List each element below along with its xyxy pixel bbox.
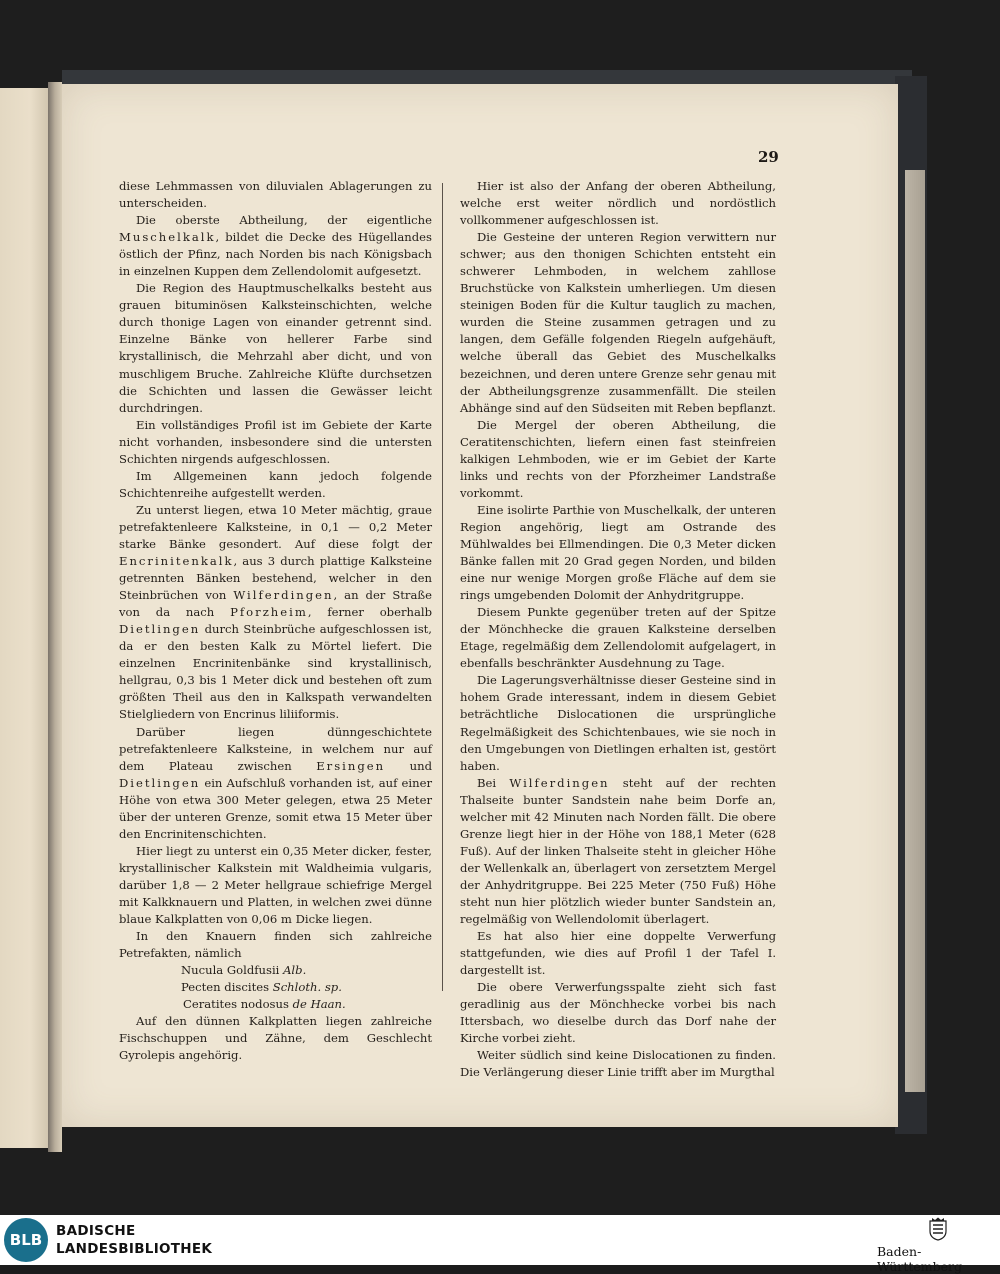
paragraph: [119, 212, 432, 280]
species-name: Nucula Goldfusii: [181, 963, 280, 978]
spaced-term: Muschelkalk: [119, 230, 216, 245]
text-run: ein Aufschluß vorhanden ist, auf einer Höhe von etwa 300 Meter gelegen, etwa 25 Meter über der unteren Grenze, somit etwa 15 Meter über den Encrinitenschichten.: [119, 775, 432, 841]
state-name: Baden-Württemberg: [877, 1244, 963, 1274]
column-divider: [442, 183, 443, 991]
paragraph: Die Gesteine der unteren Region verwittern nur schwer; aus den thonigen Schichten entsteht ein schwerer Lehmboden, in welchem zahllose Bruchstücke von Kalkstein umherliegen. Um diesen steinigen Boden für die Kultur tauglich zu machen, wurden die Steine zusammen getragen und zu langen, dem Gefälle folgenden Riegeln aufgehäuft, welche überall das Gebiet des Muschelkalks bezeichnen, und deren untere Grenze sehr genau mit der Abtheilungsgrenze zusammenfällt. Die steilen Abhänge sind auf den Südseiten mit Reben bepflanzt.: [460, 230, 776, 415]
text-run: durch Steinbrüche aufgeschlossen ist, da er den besten Kalk zu Mörtel liefert. Die einzelnen Encrinitenbänke sind krystallinisch, hellgrau, 0,3 bis 1 Meter dick und bestehen oft zum größten Theil aus den in Kalkspath verwandelten Stielgliedern von Encrinus liliiformis.: [119, 622, 432, 722]
species-author: Schloth. sp.: [272, 980, 342, 995]
right-text-column: [460, 178, 776, 1081]
text-run: Darüber liegen dünngeschichtete petrefaktenleere Kalksteine, in welchem nur auf dem Plateau zwischen: [119, 724, 432, 773]
book-gutter: [48, 82, 62, 1152]
text-run: und: [385, 758, 432, 773]
paragraph: Ein vollständiges Profil ist im Gebiete der Karte nicht vorhanden, insbesondere sind die untersten Schichten nirgends aufgeschlossen.: [119, 417, 432, 466]
blb-logo-text: BLB: [9, 1231, 43, 1249]
text-run: steht auf der rechten Thalseite bunter Sandstein nahe beim Dorfe an, welcher mit 42 Minuten nach Norden fällt. Die obere Grenze liegt hier in der Höhe von 188,1 Meter (628 Fuß). Auf der linken Thalseite steht in gleicher Höhe der Wellenkalk an, überlagert von zersetztem Mergel der Anhydritgruppe. Bei 225 Meter (750 Fuß) Höhe steht nun hier plötzlich wieder bunter Sandstein an, regelmäßig von Wellendolomit überlagert.: [460, 775, 777, 927]
species-entry: [119, 979, 432, 996]
paragraph: [460, 775, 776, 928]
paragraph: Hier liegt zu unterst ein 0,35 Meter dicker, fester, krystallinischer Kalkstein mit Waldheimia vulgaris, darüber 1,8 — 2 Meter hellgraue schiefrige Mergel mit Kalkknauern und Platten, in welchen zwei dünne blaue Kalkplatten von 0,06 m Dicke liegen.: [119, 843, 432, 927]
paragraph: diese Lehmmassen von diluvialen Ablagerungen zu unterscheiden.: [119, 179, 432, 211]
spaced-term: Dietlingen: [119, 622, 201, 637]
paragraph: Die Region des Hauptmuschelkalks besteht aus grauen bituminösen Kalksteinschichten, welche durch thonige Lagen von einander getrennt sind. Einzelne Bänke von hellerer Farbe sind krystallinisch, die Mehrzahl aber dicht, und von muschligem Bruche. Zahlreiche Klüfte durchsetzen die Schichten und lassen die Gewässer leicht durchdringen.: [119, 281, 432, 415]
text-run: Bei: [477, 775, 510, 790]
library-name-line2: LANDESBIBLIOTHEK: [56, 1241, 213, 1257]
paragraph: Weiter südlich sind keine Dislocationen zu finden. Die Verlängerung dieser Linie trifft aber im Murgthal: [460, 1048, 776, 1080]
paragraph: Eine isolirte Parthie von Muschelkalk, der unteren Region angehörig, liegt am Ostrande des Mühlwaldes bei Ellmendingen. Die 0,3 Meter dicken Bänke fallen mit 20 Grad gegen Norden, und bilden eine nur wenige Morgen große Fläche auf dem sie rings umgebenden Dolomit der Anhydritgruppe.: [460, 502, 776, 603]
paragraph: Diesem Punkte gegenüber treten auf der Spitze der Mönchhecke die grauen Kalksteine derselben Etage, regelmäßig dem Zellendolomit aufgelagert, in ebenfalls beschränkter Ausdehnung zu Tage.: [460, 605, 776, 671]
text-run: , an der Straße von da nach: [119, 588, 432, 620]
text-run: , ferner oberhalb: [307, 605, 433, 620]
text-run: , aus 3 durch plattige Kalksteine getrennten Bänken bestehend, welcher in den Steinbrüchen von: [119, 554, 432, 603]
paragraph: Die obere Verwerfungsspalte zieht sich fast geradlinig aus der Mönchhecke vorbei bis nach Ittersbach, wo dieselbe durch das Dorf nahe der Kirche vorbei zieht.: [460, 980, 776, 1046]
text-run: Zu unterst liegen, etwa 10 Meter mächtig, graue petrefaktenleere Kalksteine, in 0,1 — 0,2 Meter starke Bänke gesondert. Auf diese folgt der: [119, 502, 432, 551]
paragraph: [119, 502, 432, 724]
paragraph: Hier ist also der Anfang der oberen Abtheilung, welche erst weiter nördlich und nordöstlich vollkommener aufgeschlossen ist.: [460, 179, 776, 228]
paragraph: Die Mergel der oberen Abtheilung, die Ceratitenschichten, liefern einen fast steinfreien kalkigen Lehmboden, wie er im Gebiet der Karte links und rechts von der Pforzheimer Landstraße vorkommt.: [460, 417, 776, 500]
species-entry: [119, 962, 432, 979]
spaced-term: Ersingen: [316, 758, 386, 773]
baden-wuerttemberg-crest-icon: [928, 1217, 948, 1241]
species-name: Ceratites nodosus: [183, 997, 289, 1012]
library-name[interactable]: [56, 1222, 212, 1258]
spaced-term: Dietlingen: [119, 775, 201, 790]
spaced-term: Wilferdingen: [233, 588, 334, 603]
species-entry: [119, 996, 432, 1013]
spaced-term: Wilferdingen: [509, 775, 610, 790]
paragraph: In den Knauern finden sich zahlreiche Petrefakten, nämlich: [119, 929, 432, 961]
paragraph: Im Allgemeinen kann jedoch folgende Schichtenreihe aufgestellt werden.: [119, 468, 432, 500]
species-author: de Haan.: [292, 997, 346, 1012]
paragraph: [119, 724, 432, 843]
paragraph: Die Lagerungsverhältnisse dieser Gesteine sind in hohem Grade interessant, indem in diesem Gebiet beträchtliche Dislocationen die ursprüngliche Regelmäßigkeit des Schichtenbaues, wie sie noch in den Umgebungen von Dietlingen erhalten ist, gestört haben.: [460, 673, 776, 773]
library-name-line1: BADISCHE: [56, 1223, 136, 1239]
left-text-column: [119, 178, 432, 1064]
page-number: 29: [758, 148, 779, 166]
text-run: , bildet die Decke des Hügellandes östlich der Pfinz, nach Norden bis nach Königsbach in einzelnen Kuppen dem Zellendolomit aufgesetzt.: [119, 230, 432, 279]
book-cover-top-edge: [62, 70, 912, 84]
left-facing-page-edge: [0, 88, 50, 1148]
paragraph: Es hat also hier eine doppelte Verwerfung stattgefunden, wie dies auf Profil 1 der Tafel I. dargestellt ist.: [460, 929, 776, 978]
blb-logo[interactable]: [4, 1218, 48, 1262]
species-name: Pecten discites: [181, 980, 270, 995]
paragraph: Auf den dünnen Kalkplatten liegen zahlreiche Fischschuppen und Zähne, dem Geschlecht Gyrolepis angehörig.: [119, 1014, 432, 1063]
species-author: Alb.: [283, 963, 307, 978]
spaced-term: Pforzheim: [230, 605, 308, 620]
spaced-term: Encrinitenkalk: [119, 554, 234, 569]
book-fore-edge: [905, 170, 925, 1092]
text-run: Die oberste Abtheilung, der eigentliche: [136, 213, 432, 228]
